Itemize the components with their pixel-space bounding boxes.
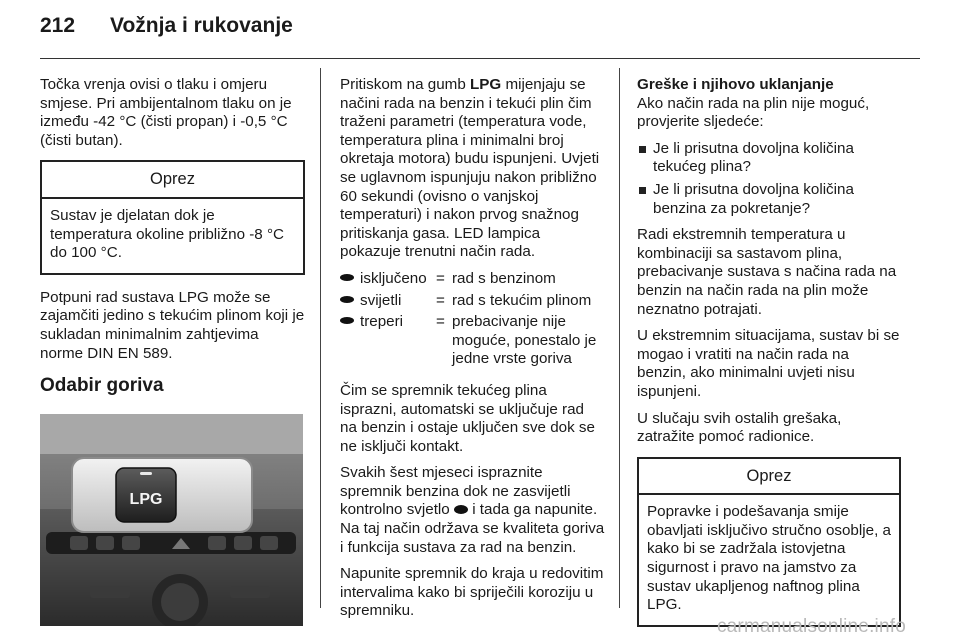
header-rule <box>40 58 920 59</box>
led-lamp-icon <box>340 296 354 303</box>
paragraph: Točka vrenja ovisi o tlaku i omjeru smjese. Pri ambijentalnom tlaku on je između -42 °C (čisti propan) i -0,5 °C (čisti butan). <box>40 76 292 149</box>
page-header <box>40 14 293 38</box>
list-item: Je li prisutna dovoljna količina tekućeg plina? <box>637 140 901 177</box>
page-title: Vožnja i rukovanje <box>110 14 293 37</box>
page-number: 212 <box>40 14 76 37</box>
legend-row: svijetli = rad s tekućim plinom <box>340 292 605 314</box>
paragraph: Pritiskom na gumb LPG mijenjaju se načini rada na benzin i tekući plin čim traženi parametri (temperatura vode, temperatura plina i minimalni broj okretaja motora) budu ispunjeni. Uvjeti se uglavnom ispunjuju nakon približno 60 sekundi (ovisno o vanjskoj temperaturi) i nakon prvog snažnog pritiskanja gasa. LED lampica pokazuje trenutni način rada. <box>340 76 600 261</box>
paragraph: Svakih šest mjeseci ispraznite spremnik benzina dok ne zasvijetli kontrolno svjetlo i tada ga napunite. Na taj način održava se kvaliteta goriva i funkcija sustava za rad na benzin. <box>340 464 605 556</box>
lpg-bold-term: LPG <box>469 76 502 93</box>
caution-title: Oprez <box>639 459 899 496</box>
lpg-button-photo <box>40 414 303 626</box>
section-heading: Odabir goriva <box>40 375 164 397</box>
list-item: Je li prisutna dovoljna količina benzina za pokretanje? <box>637 181 901 218</box>
caution-box <box>40 160 305 274</box>
subheading: Greške i njihovo uklanjanje <box>637 76 834 93</box>
caution-title: Oprez <box>42 162 303 199</box>
lpg-button-label: LPG <box>129 490 163 508</box>
caution-text: Sustav je djelatan dok je temperatura okoline približno -8 °C do 100 °C. <box>50 206 284 262</box>
paragraph: Radi ekstremnih temperatura u kombinaciji sa sastavom plina, prebacivanje sustava s načina rada na benzin na način rada na plin može neznatno potrajati. <box>637 226 897 318</box>
paragraph: U ekstremnim situacijama, sustav bi se mogao i vratiti na način rada na benzin, ako minimalni uvjeti nisu ispunjeni. <box>637 327 900 400</box>
led-legend-table <box>340 270 605 372</box>
paragraph: Čim se spremnik tekućeg plina isprazni, automatski se uključuje rad na benzin i ostaje uključen sve dok se ne isključi kontakt. <box>340 381 595 455</box>
paragraph: Potpuni rad sustava LPG može se zajamčiti jedino s tekućim plinom koji je sukladan minimalnim zahtjevima norme DIN EN 589. <box>40 288 305 362</box>
checklist <box>637 140 901 218</box>
watermark: carmanualsonline.info <box>716 616 906 637</box>
led-lamp-icon <box>340 317 354 324</box>
column-divider <box>619 68 620 608</box>
caution-box <box>637 457 901 627</box>
paragraph: Napunite spremnik do kraja u redovitim intervalima kako bi spriječili koroziju u spremniku. <box>340 565 604 620</box>
caution-text: Popravke i podešavanja smije obavljati isključivo stručno osoblje, a kako bi se zadržala istovjetna sigurnost i pravo na jamstvo za sustav ukapljenog naftnog plina LPG. <box>647 503 891 614</box>
legend-row: isključeno = rad s benzinom <box>340 270 605 292</box>
paragraph: Ako način rada na plin nije moguć, provjerite sljedeće: <box>637 94 870 131</box>
led-lamp-icon <box>340 274 354 281</box>
paragraph: U slučaju svih ostalih grešaka, zatražite pomoć radionice. <box>637 409 842 446</box>
column-1 <box>40 76 305 631</box>
bullet-square-icon <box>639 146 646 153</box>
column-divider <box>320 68 321 608</box>
column-2 <box>340 76 605 629</box>
legend-row: treperi = prebacivanje nije moguće, ponestalo je jedne vrste goriva <box>340 313 605 372</box>
bullet-square-icon <box>639 187 646 194</box>
fuel-warning-lamp-icon <box>454 505 468 514</box>
column-3 <box>637 76 901 641</box>
